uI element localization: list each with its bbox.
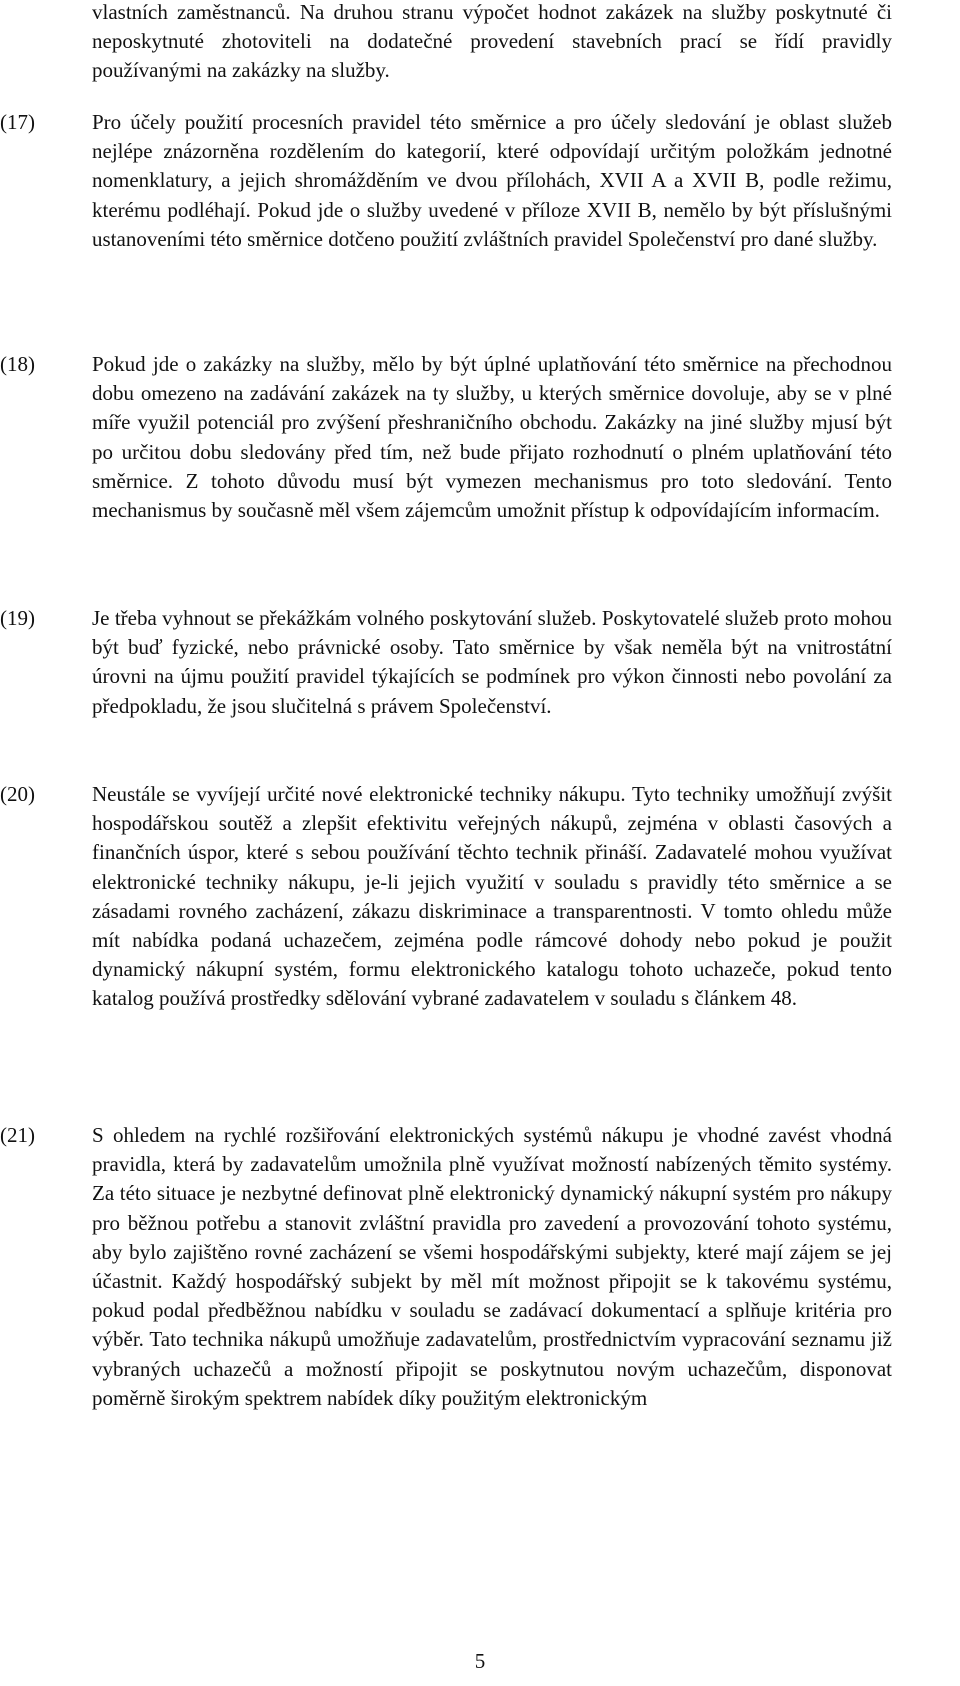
paragraph-number: (20) [0,782,35,806]
paragraph-text: S ohledem na rychlé rozšiřování elektronických systémů nákupu je vhodné zavést vhodná pravidla, která by zadavatelům umožnila plně využívat možností nabízených těmito systémy. Za této situace je nezbytné definovat plně elektronický dynamický nákupní systém pro nákupy pro běžnou potřebu a stanovit zvláštní pravidla pro zavedení a provozování tohoto systému, aby bylo zajištěno rovné zacházení se všemi hospodářskými subjekty, které mají zájem se jej účastnit. Každý hospodářský subjekt by měl mít možnost připojit se k takovému systému, pokud podal předběžnou nabídku v souladu se zadávací dokumentací a splňuje kritéria pro výběr. Tato technika nákupů umožňuje zadavatelům, prostřednictvím vypracování seznamu již vybraných uchazečů a možností připojit se poskytnutou novým uchazečům, disponovat poměrně širokým spektrem nabídek díky použitým elektronickým [92,1123,892,1410]
paragraph-number: (21) [0,1123,35,1147]
paragraph-text: Neustále se vyvíjejí určité nové elektronické techniky nákupu. Tyto techniky umožňují zvýšit hospodářskou soutěž a zlepšit efektivitu veřejných nákupů, zejména v oblasti časových a finančních úspor, které s sebou používání těchto technik přináší. Zadavatelé mohou využívat elektronické techniky nákupu, je-li jejich využití v souladu s pravidly této směrnice a se zásadami rovného zacházení, zákazu diskriminace a transparentnosti. V tomto ohledu může mít nabídka podaná uchazečem, zejména podle rámcové dohody nebo pokud je použit dynamický nákupní systém, formu elektronického katalogu tohoto uchazeče, pokud tento katalog používá prostředky sdělování vybrané zadavatelem v souladu s článkem 48. [92,782,892,1011]
intro-text: vlastních zaměstnanců. Na druhou stranu výpočet hodnot zakázek na služby poskytnuté či neposkytnuté zhotoviteli na dodatečné provedení stavebních prací se řídí pravidly používanými na zakázky na služby. [92,0,892,83]
paragraph-number: (18) [0,352,35,376]
paragraph-text: Je třeba vyhnout se překážkám volného poskytování služeb. Poskytovatelé služeb proto mohou být buď fyzické, nebo právnické osoby. Tato směrnice by však neměla být na vnitrostátní úrovni na újmu použití pravidel týkajících se podmínek pro výkon činnosti nebo povolání za předpokladu, že jsou slučitelná s právem Společenství. [92,606,892,718]
paragraph-text: Pro účely použití procesních pravidel této směrnice a pro účely sledování je oblast služeb nejlépe znázorněna rozdělením do kategorií, které odpovídají určitým položkám jednotné nomenklatury, a jejich shromážděním ve dvou přílohách, XVII A a XVII B, podle režimu, kterému podléhají. Pokud jde o služby uvedené v příloze XVII B, nemělo by být příslušnými ustanoveními této směrnice dotčeno použití zvláštních pravidel Společenství pro dané služby. [92,110,892,251]
paragraph-text: Pokud jde o zakázky na služby, mělo by být úplné uplatňování této směrnice na přechodnou dobu omezeno na zadávání zakázek na ty služby, u kterých směrnice dovoluje, aby se v plné míře využil potenciál pro zvýšení přeshraničního obchodu. Zakázky na jiné služby mjusí být po určitou dobu sledovány před tím, než bude přijato rozhodnutí o plném uplatňování této směrnice. Z tohoto důvodu musí být vymezen mechanismus pro toto sledování. Tento mechanismus by současně měl všem zájemcům umožnit přístup k odpovídajícím informacím. [92,352,892,523]
paragraph-number: (17) [0,110,35,134]
paragraph-number: (19) [0,606,35,630]
page-number: 5 [474,1649,486,1673]
